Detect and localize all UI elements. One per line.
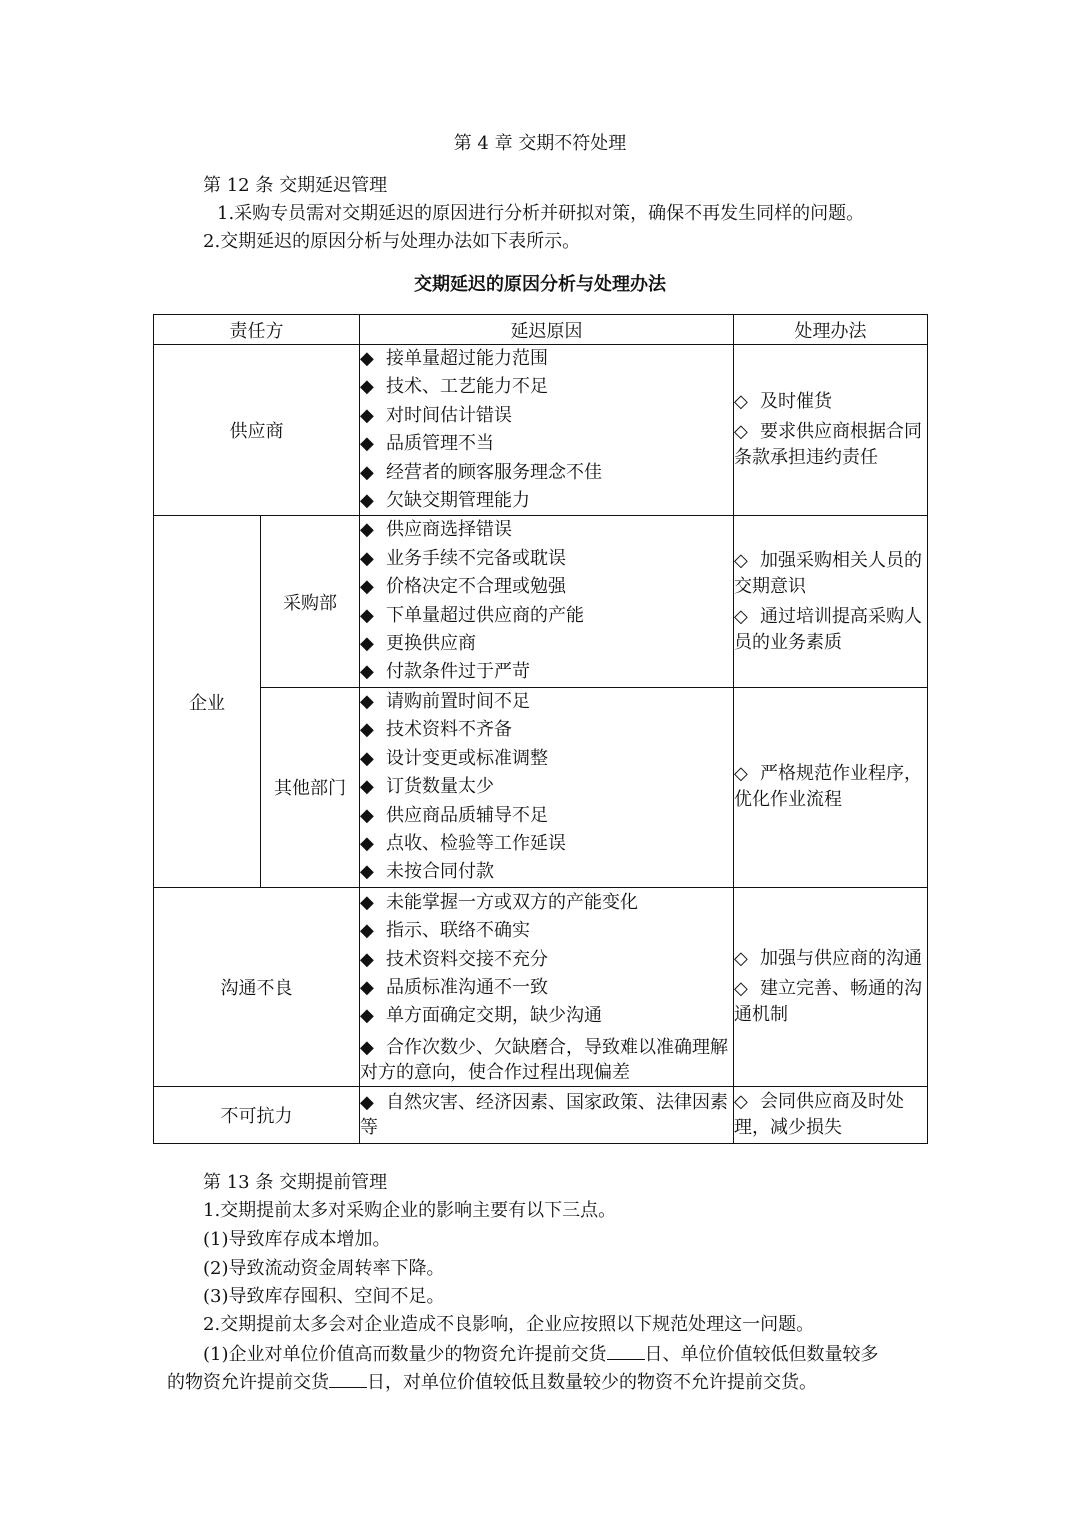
filled-diamond-icon: ◆ [360, 461, 374, 483]
article-13-paragraph-3-line-2: 的物资允许提前交货 日，对单位价值较低且数量较少的物资不允许提前交货。 [167, 1369, 817, 1397]
filled-diamond-icon: ◆ [360, 519, 374, 541]
action-item: ◇ 加强与供应商的沟通 [734, 946, 927, 972]
filled-diamond-icon: ◆ [360, 633, 374, 655]
article-13-title: 第 13 条 交期提前管理 [203, 1172, 388, 1193]
delay-analysis-table [153, 314, 928, 1144]
reason-item: ◆ 更换供应商 [360, 630, 733, 658]
reasons-supplier [360, 345, 734, 516]
header-handling-method: 处理办法 [734, 315, 928, 345]
reason-item: ◆ 下单量超过供应商的产能 [360, 602, 733, 630]
reason-item: ◆ 供应商选择错误 [360, 516, 733, 544]
hollow-diamond-icon: ◇ [734, 421, 748, 443]
filled-diamond-icon: ◆ [360, 1091, 374, 1113]
party-enterprise: 企业 [154, 516, 261, 887]
filled-diamond-icon: ◆ [360, 376, 374, 398]
header-delay-reason: 延迟原因 [360, 315, 734, 345]
party-purchasing-dept: 采购部 [261, 516, 360, 687]
table-header-row [154, 315, 928, 345]
hollow-diamond-icon: ◇ [734, 977, 748, 999]
party-poor-communication: 沟通不良 [154, 887, 360, 1086]
actions-poor-communication [734, 887, 928, 1086]
actions-purchasing-dept [734, 516, 928, 687]
action-item: ◇ 加强采购相关人员的交期意识 [734, 549, 922, 597]
reason-item: ◆ 业务手续不完备或耽误 [360, 545, 733, 573]
reason-item: ◆ 供应商品质辅导不足 [360, 802, 733, 830]
table-row-supplier [154, 345, 928, 516]
header-responsible-party: 责任方 [154, 315, 360, 345]
filled-diamond-icon: ◆ [360, 804, 374, 826]
article-13-paragraph-3-line-1: (1)企业对单位价值高而数量少的物资允许提前交货 日、单位价值较低但数量较多 [203, 1341, 879, 1369]
reasons-force-majeure [360, 1086, 734, 1143]
party-supplier: 供应商 [154, 345, 360, 516]
reason-item: ◆ 设计变更或标准调整 [360, 745, 733, 773]
action-item: ◇ 及时催货 [734, 389, 927, 415]
reason-item: ◆ 合作次数少、欠缺磨合，导致难以准确理解对方的意向，使合作过程出现偏差 [360, 1036, 728, 1083]
reason-item: ◆ 技术资料不齐备 [360, 716, 733, 744]
filled-diamond-icon: ◆ [360, 661, 374, 683]
fill-blank-days-2 [329, 1369, 367, 1388]
article-13-item-2: (2)导致流动资金周转率下降。 [203, 1258, 445, 1279]
action-item: ◇ 严格规范作业程序，优化作业流程 [734, 763, 922, 811]
article-12-title: 第 12 条 交期延迟管理 [203, 175, 388, 196]
filled-diamond-icon: ◆ [360, 576, 374, 598]
reason-item: ◆ 付款条件过于严苛 [360, 658, 733, 686]
filled-diamond-icon: ◆ [360, 404, 374, 426]
reason-item: ◆ 价格决定不合理或勉强 [360, 573, 733, 601]
table-caption: 交期延迟的原因分析与处理办法 [414, 274, 666, 295]
article-13-paragraph-2: 2.交期提前太多会对企业造成不良影响，企业应按照以下规范处理这一问题。 [203, 1314, 815, 1335]
action-item: ◇ 建立完善、畅通的沟通机制 [734, 977, 922, 1025]
filled-diamond-icon: ◆ [360, 604, 374, 626]
filled-diamond-icon: ◆ [360, 348, 374, 369]
reason-item: ◆ 经营者的顾客服务理念不佳 [360, 459, 733, 487]
actions-other-depts [734, 687, 928, 887]
actions-force-majeure [734, 1086, 928, 1143]
article-12-paragraph-2: 2.交期延迟的原因分析与处理办法如下表所示。 [203, 231, 581, 252]
table-row-force-majeure [154, 1086, 928, 1143]
filled-diamond-icon: ◆ [360, 690, 374, 712]
article-13-item-3: (3)导致库存囤积、空间不足。 [203, 1286, 445, 1307]
article-13-item-1: (1)导致库存成本增加。 [203, 1229, 391, 1250]
reason-item: ◆ 品质标准沟通不一致 [360, 974, 733, 1002]
reason-item: ◆ 请购前置时间不足 [360, 688, 733, 716]
table-row-other-depts [154, 687, 928, 887]
hollow-diamond-icon: ◇ [734, 763, 748, 785]
action-item: ◇ 会同供应商及时处理，减少损失 [734, 1090, 904, 1138]
reason-item: ◆ 指示、联络不确实 [360, 917, 733, 945]
reasons-purchasing-dept [360, 516, 734, 687]
reason-item: ◆ 接单量超过能力范围 [360, 345, 733, 373]
reasons-poor-communication [360, 887, 734, 1086]
reason-item: ◆ 订货数量太少 [360, 773, 733, 801]
action-item: ◇ 要求供应商根据合同条款承担违约责任 [734, 421, 922, 469]
actions-supplier [734, 345, 928, 516]
filled-diamond-icon: ◆ [360, 891, 374, 913]
reason-item: ◆ 对时间估计错误 [360, 402, 733, 430]
filled-diamond-icon: ◆ [360, 747, 374, 769]
filled-diamond-icon: ◆ [360, 948, 374, 970]
table-row-purchasing-dept [154, 516, 928, 687]
filled-diamond-icon: ◆ [360, 719, 374, 741]
reason-item: ◆ 单方面确定交期，缺少沟通 [360, 1002, 733, 1030]
filled-diamond-icon: ◆ [360, 920, 374, 942]
filled-diamond-icon: ◆ [360, 776, 374, 798]
article-12-paragraph-1: 1.采购专员需对交期延迟的原因进行分析并研拟对策，确保不再发生同样的问题。 [217, 203, 865, 224]
reason-item: ◆ 未能掌握一方或双方的产能变化 [360, 889, 733, 917]
reason-item: ◆ 品质管理不当 [360, 430, 733, 458]
party-force-majeure: 不可抗力 [154, 1086, 360, 1143]
chapter-title: 第 4 章 交期不符处理 [453, 133, 627, 154]
hollow-diamond-icon: ◇ [734, 1090, 748, 1112]
filled-diamond-icon: ◆ [360, 976, 374, 998]
filled-diamond-icon: ◆ [360, 1005, 374, 1027]
reason-item: ◆ 技术、工艺能力不足 [360, 373, 733, 401]
party-other-depts: 其他部门 [261, 687, 360, 887]
reason-item: ◆ 欠缺交期管理能力 [360, 487, 733, 515]
filled-diamond-icon: ◆ [360, 490, 374, 512]
action-item: ◇ 通过培训提高采购人员的业务素质 [734, 605, 922, 653]
hollow-diamond-icon: ◇ [734, 605, 748, 627]
reason-item: ◆ 未按合同付款 [360, 858, 733, 886]
filled-diamond-icon: ◆ [360, 547, 374, 569]
reasons-other-depts [360, 687, 734, 887]
table-row-poor-communication [154, 887, 928, 1086]
reason-item: ◆ 点收、检验等工作延误 [360, 830, 733, 858]
hollow-diamond-icon: ◇ [734, 549, 748, 571]
reason-item: ◆ 自然灾害、经济因素、国家政策、法律因素等 [360, 1091, 728, 1138]
reason-item: ◆ 技术资料交接不充分 [360, 946, 733, 974]
filled-diamond-icon: ◆ [360, 1036, 374, 1058]
filled-diamond-icon: ◆ [360, 861, 374, 883]
filled-diamond-icon: ◆ [360, 433, 374, 455]
hollow-diamond-icon: ◇ [734, 391, 748, 413]
filled-diamond-icon: ◆ [360, 832, 374, 854]
hollow-diamond-icon: ◇ [734, 947, 748, 969]
article-13-paragraph-1: 1.交期提前太多对采购企业的影响主要有以下三点。 [203, 1200, 617, 1221]
fill-blank-days-1 [607, 1341, 645, 1360]
